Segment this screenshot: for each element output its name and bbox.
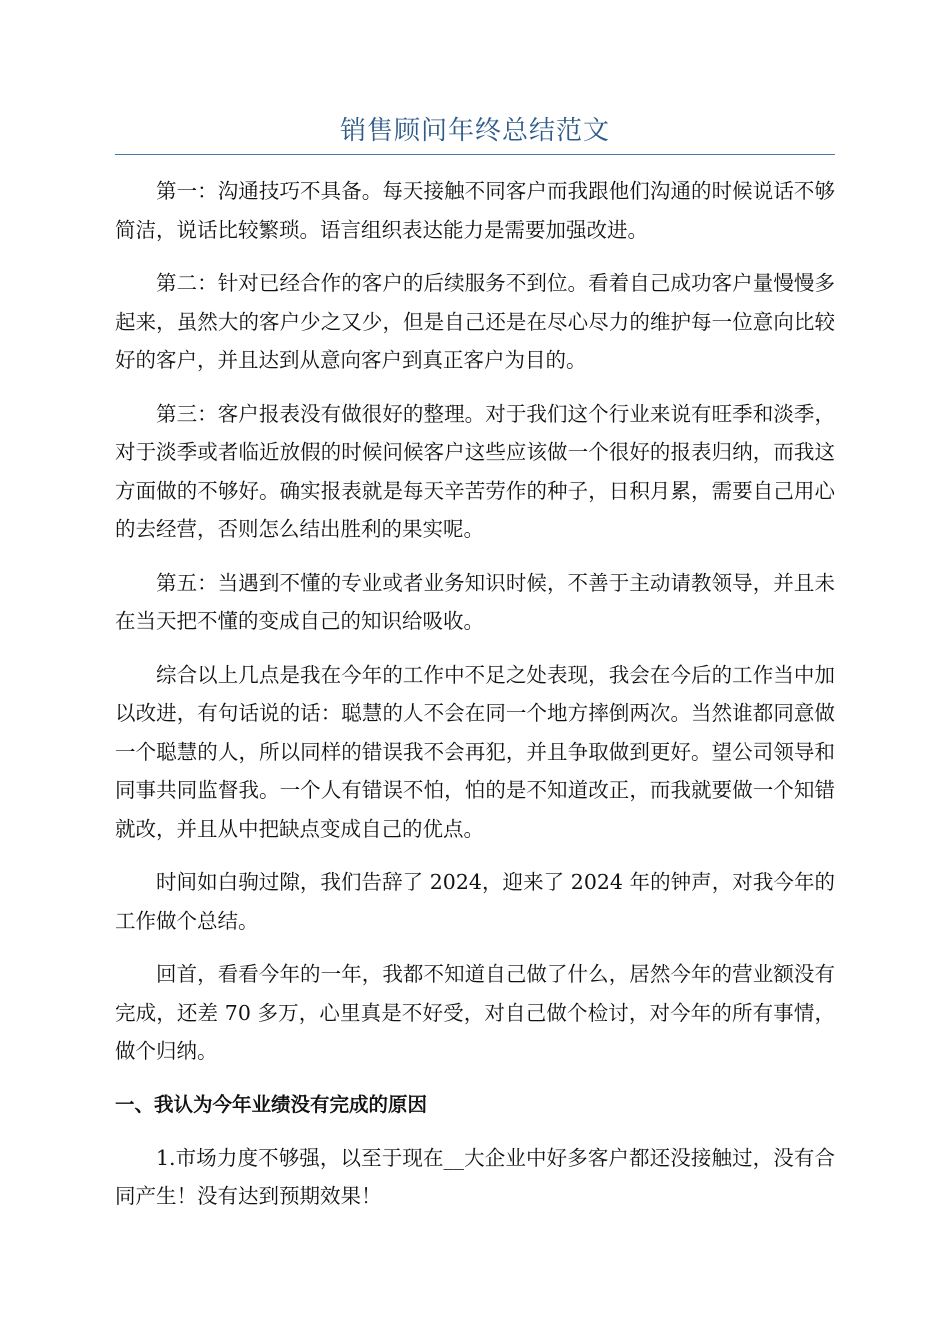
paragraph: 第三：客户报表没有做很好的整理。对于我们这个行业来说有旺季和淡季，对于淡季或者临近放假的时候问候客户这些应该做一个很好的报表归纳，而我这方面做的不够好。确实报表就是每天辛苦劳作的种子，日积月累，需要自己用心的去经营，否则怎么结出胜利的果实呢。 [115,401,835,541]
paragraph: 第五：当遇到不懂的专业或者业务知识时候，不善于主动请教领导，并且未在当天把不懂的变成自己的知识给吸收。 [115,570,835,633]
section-heading: 一、我认为今年业绩没有完成的原因 [115,1092,428,1116]
paragraph: 回首，看看今年的一年，我都不知道自己做了什么，居然今年的营业额没有完成，还差 70 多万，心里真是不好受，对自己做个检讨，对今年的所有事情，做个归纳。 [115,962,835,1063]
document-body [115,172,835,1231]
paragraph: 第二：针对已经合作的客户的后续服务不到位。看着自己成功客户量慢慢多起来，虽然大的客户少之又少，但是自己还是在尽心尽力的维护每一位意向比较好的客户，并且达到从意向客户到真正客户为目的。 [115,271,835,372]
document-title: 销售顾问年终总结范文 [339,116,610,146]
paragraph: 第一：沟通技巧不具备。每天接触不同客户而我跟他们沟通的时候说话不够简洁，说话比较繁琐。语言组织表达能力是需要加强改进。 [115,179,835,242]
paragraph: 时间如白驹过隙，我们告辞了 2024，迎来了 2024 年的钟声，对我今年的工作做个总结。 [115,870,835,933]
paragraph: 1.市场力度不够强，以至于现在__大企业中好多客户都还没接触过，没有合同产生！没有达到预期效果！ [115,1145,835,1208]
title-underline [115,154,835,155]
paragraph: 综合以上几点是我在今年的工作中不足之处表现，我会在今后的工作当中加以改进，有句话说的话：聪慧的人不会在同一个地方摔倒两次。当然谁都同意做一个聪慧的人，所以同样的错误我不会再犯，并且争取做到更好。望公司领导和同事共同监督我。一个人有错误不怕，怕的是不知道改正，而我就要做一个知错就改，并且从中把缺点变成自己的优点。 [115,662,835,841]
